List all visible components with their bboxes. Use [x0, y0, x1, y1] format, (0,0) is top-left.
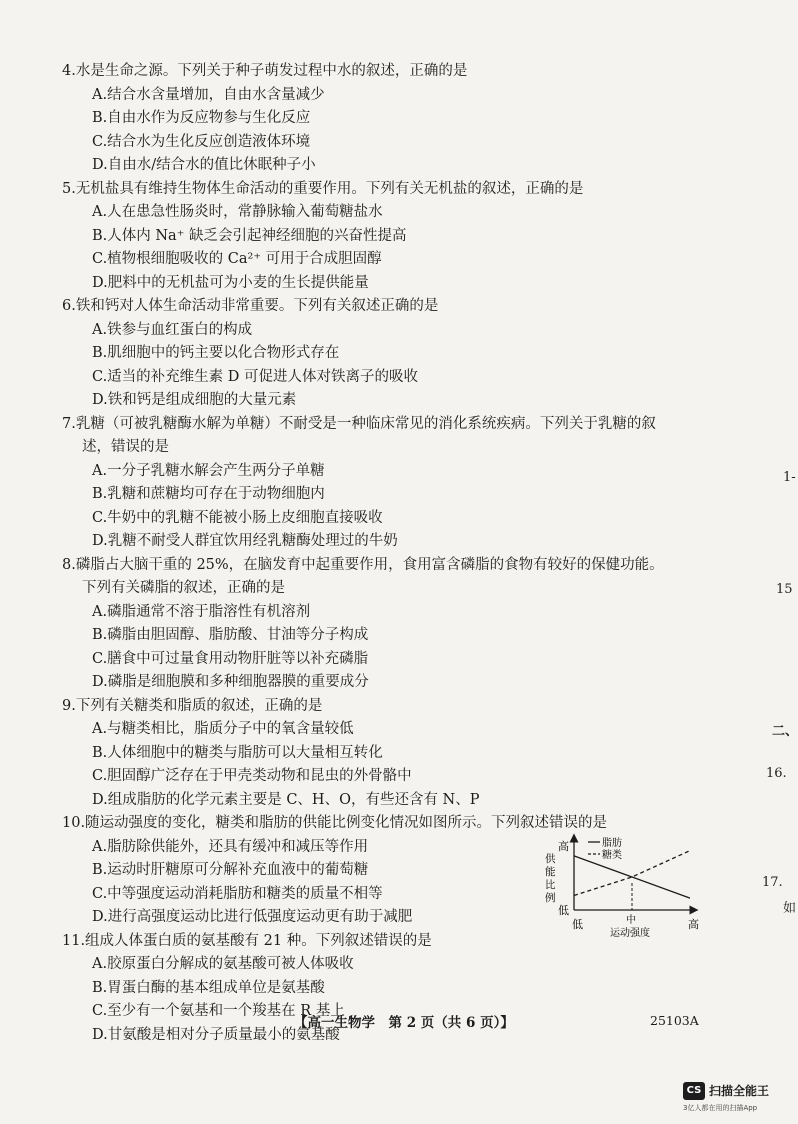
footer-code: 25103A [650, 1013, 699, 1028]
x-high-label: 高 [688, 918, 699, 931]
question-stem: 6.铁和钙对人体生命活动非常重要。下列有关叙述正确的是 [62, 298, 439, 314]
option-d: D.自由水/结合水的值比休眠种子小 [92, 157, 316, 173]
question-4 [62, 60, 742, 178]
option-c: C.结合水为生化反应创造液体环境 [92, 133, 311, 150]
option-a: A.铁参与血红蛋白的构成 [92, 321, 253, 338]
option-c: C.膳食中可过量食用动物肝脏等以补充磷脂 [92, 650, 369, 667]
edge-fragment: 1- [783, 470, 796, 485]
ylabel-char-1: 供 [545, 853, 556, 865]
edge-fragment: 15 [776, 582, 793, 597]
option-d: D.组成脂肪的化学元素主要是 C、H、O，有些还含有 N、P [92, 791, 480, 808]
edge-fragment: 17. [762, 875, 783, 890]
y-axis-label [545, 852, 559, 904]
footer-title: 【高一生物学 第 2 页（共 6 页）】 [294, 1015, 514, 1031]
option-d: D.磷脂是细胞膜和多种细胞器膜的重要成分 [92, 674, 369, 690]
ylabel-char-3: 比 [545, 879, 556, 891]
option-a: A.人在患急性肠炎时，常静脉输入葡萄糖盐水 [92, 204, 383, 220]
scanner-logo-icon: CS [683, 1082, 705, 1100]
option-a: A.与糖类相比，脂质分子中的氧含量较低 [92, 721, 354, 737]
option-b: B.磷脂由胆固醇、脂肪酸、甘油等分子构成 [92, 627, 369, 643]
question-stem: 8.磷脂占大脑干重的 25%，在脑发育中起重要作用，食用富含磷脂的食物有较好的保健功能。 [62, 556, 664, 573]
option-c: C.至少有一个氨基和一个羧基在 R 基上 [92, 1003, 345, 1019]
question-8 [62, 554, 742, 695]
question-stem: 4.水是生命之源。下列关于种子萌发过程中水的叙述，正确的是 [62, 63, 468, 79]
option-c: C.牛奶中的乳糖不能被小肠上皮细胞直接吸收 [92, 509, 383, 526]
ylabel-char-2: 能 [545, 866, 556, 878]
question-stem: 9.下列有关糖类和脂质的叙述，正确的是 [62, 697, 323, 714]
option-a: A.磷脂通常不溶于脂溶性有机溶剂 [92, 603, 311, 620]
option-b: B.人体内 Na⁺ 缺乏会引起神经细胞的兴奋性提高 [92, 227, 407, 244]
question-stem: 11.组成人体蛋白质的氨基酸有 21 种。下列叙述错误的是 [62, 932, 432, 949]
series-line-fat [574, 856, 690, 898]
option-b: B.肌细胞中的钙主要以化合物形式存在 [92, 345, 340, 361]
question-stem: 5.无机盐具有维持生物体生命活动的重要作用。下列有关无机盐的叙述，正确的是 [62, 180, 584, 197]
page-footer [0, 1011, 794, 1035]
option-b: B.人体细胞中的糖类与脂肪可以大量相互转化 [92, 744, 383, 761]
y-low-label: 低 [558, 904, 569, 917]
option-a: A.胶原蛋白分解成的氨基酸可被人体吸收 [92, 956, 354, 972]
option-c: C.中等强度运动消耗脂肪和糖类的质量不相等 [92, 885, 383, 902]
edge-fragment: 16. [766, 766, 787, 781]
x-mid-label: 中 [626, 915, 636, 926]
question-stem-continued: 述，错误的是 [82, 439, 169, 455]
energy-supply-chart [532, 828, 712, 1008]
scanner-tagline: 3亿人都在用的扫描App [683, 1104, 758, 1112]
scanner-watermark [683, 1079, 793, 1119]
option-b: B.自由水作为反应物参与生化反应 [92, 110, 311, 126]
option-b: B.胃蛋白酶的基本组成单位是氨基酸 [92, 979, 325, 996]
option-d: D.甘氨酸是相对分子质量最小的氨基酸 [92, 1026, 340, 1043]
question-stem-continued: 下列有关磷脂的叙述，正确的是 [82, 580, 285, 596]
option-d: D.进行高强度运动比进行低强度运动更有助于减肥 [92, 909, 413, 925]
y-high-label: 高 [558, 840, 569, 853]
legend-sugar-label: 糖类 [602, 850, 622, 861]
option-c: C.植物根细胞吸收的 Ca²⁺ 可用于合成胆固醇 [92, 251, 382, 267]
question-6 [62, 295, 742, 413]
x-axis-label: 运动强度 [610, 928, 650, 939]
question-7 [62, 413, 742, 554]
option-a: A.结合水含量增加，自由水含量减少 [92, 86, 325, 103]
ylabel-char-4: 例 [545, 892, 556, 904]
x-low-label: 低 [572, 918, 583, 931]
scanner-app-name: 扫描全能王 [709, 1084, 770, 1098]
question-5 [62, 178, 742, 296]
option-d: D.肥料中的无机盐可为小麦的生长提供能量 [92, 274, 369, 291]
option-c: C.适当的补充维生素 D 可促进人体对铁离子的吸收 [92, 368, 419, 385]
question-9 [62, 695, 742, 813]
edge-fragment: 二、 [772, 724, 798, 739]
option-a: A.脂肪除供能外，还具有缓冲和减压等作用 [92, 838, 369, 855]
edge-fragment: 如 [783, 901, 797, 916]
question-stem: 10.随运动强度的变化，糖类和脂肪的供能比例变化情况如图所示。下列叙述错误的是 [62, 815, 608, 831]
option-d: D.铁和钙是组成细胞的大量元素 [92, 392, 297, 408]
option-b: B.乳糖和蔗糖均可存在于动物细胞内 [92, 486, 325, 502]
chart-svg [532, 828, 712, 1008]
option-d: D.乳糖不耐受人群宜饮用经乳糖酶处理过的牛奶 [92, 533, 398, 549]
option-c: C.胆固醇广泛存在于甲壳类动物和昆虫的外骨骼中 [92, 768, 412, 784]
legend-fat-label: 脂肪 [602, 838, 622, 849]
option-b: B.运动时肝糖原可分解补充血液中的葡萄糖 [92, 862, 369, 878]
option-a: A.一分子乳糖水解会产生两分子单糖 [92, 462, 325, 479]
question-stem: 7.乳糖（可被乳糖酶水解为单糖）不耐受是一种临床常见的消化系统疾病。下列关于乳糖的叙 [62, 415, 656, 432]
